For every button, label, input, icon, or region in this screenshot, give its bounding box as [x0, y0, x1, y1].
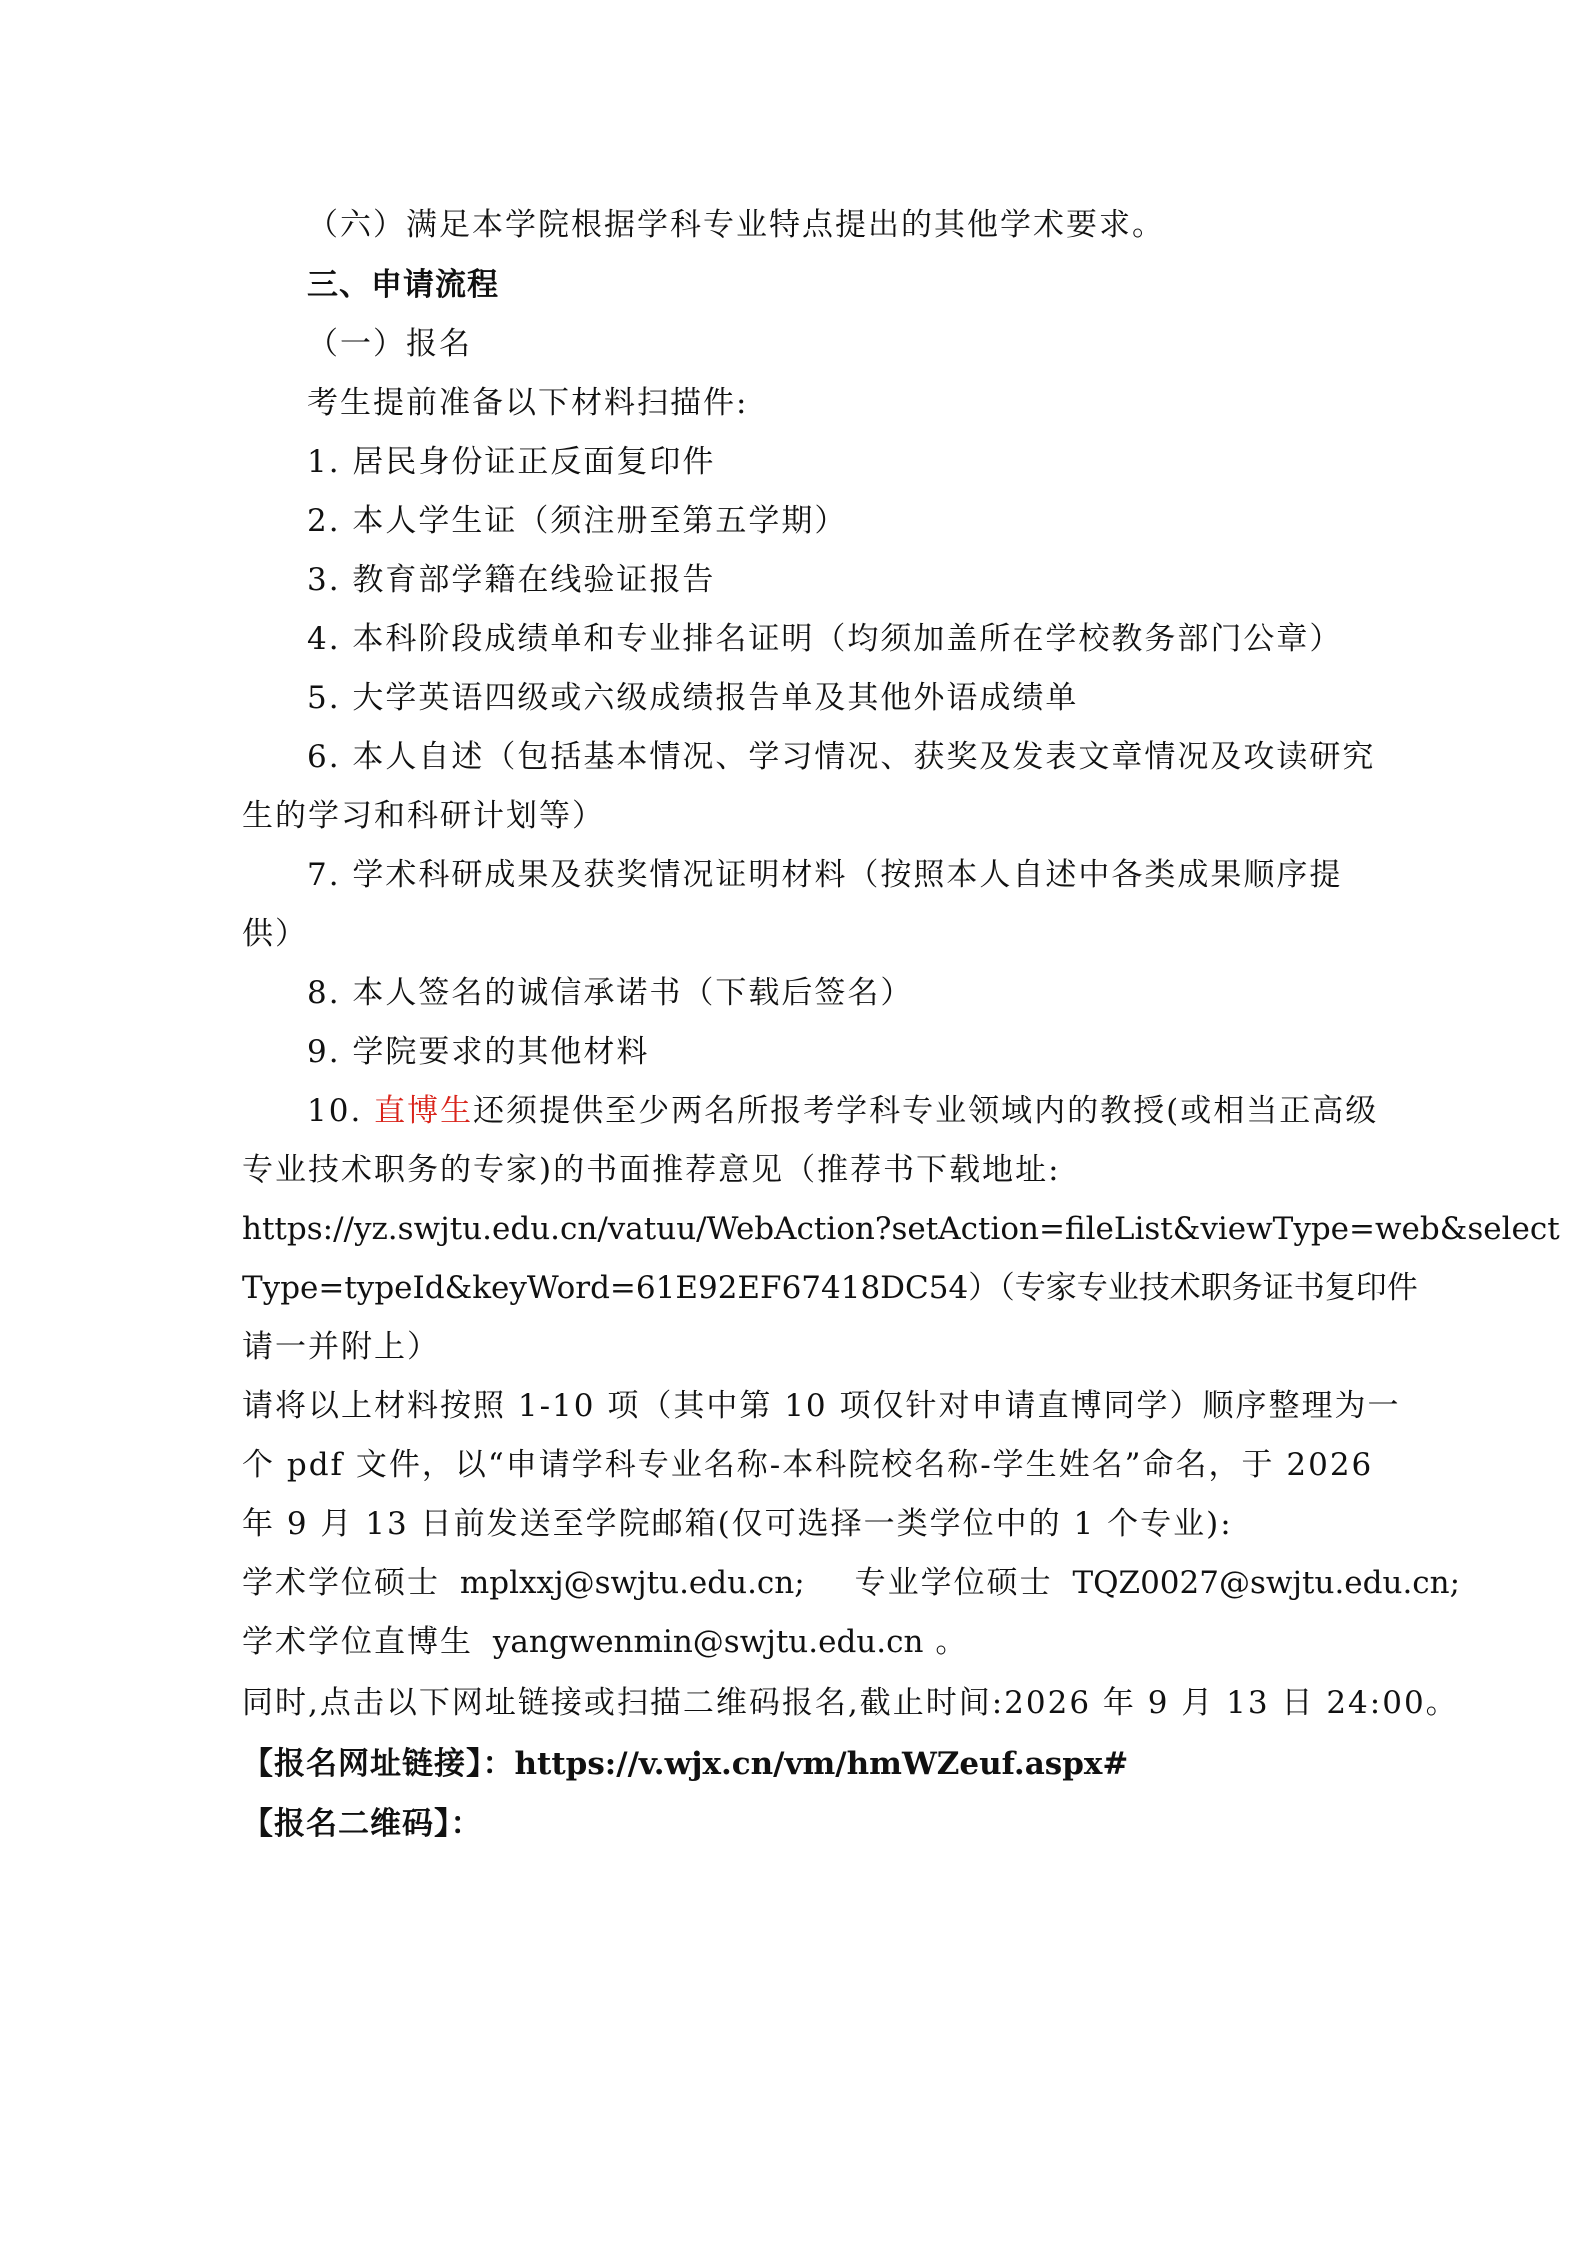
- material-item-5: 5. 大学英语四级或六级成绩报告单及其他外语成绩单: [307, 680, 1079, 716]
- material-item-10: [307, 1091, 1378, 1131]
- material-item-4: 4. 本科阶段成绩单和专业排名证明（均须加盖所在学校教务部门公章）: [307, 621, 1343, 657]
- material-item-7: 7. 学术科研成果及获奖情况证明材料（按照本人自述中各类成果顺序提: [307, 857, 1343, 893]
- item-10-number: 10.: [307, 1093, 375, 1129]
- submission-instructions-1: 请将以上材料按照 1-10 项（其中第 10 项仅针对申请直博同学）顺序整理为一: [242, 1388, 1401, 1424]
- material-item-7-cont: 供）: [242, 916, 308, 952]
- material-item-9: 9. 学院要求的其他材料: [307, 1034, 650, 1070]
- requirement-6: （六）满足本学院根据学科专业特点提出的其他学术要求。: [307, 207, 1165, 243]
- registration-link-row: [242, 1744, 1128, 1784]
- material-item-2: 2. 本人学生证（须注册至第五学期）: [307, 503, 848, 539]
- recommendation-download-url[interactable]: https://yz.swjtu.edu.cn/vatuu/WebAction?setAction=fileList&viewType=web&select: [242, 1211, 1560, 1247]
- material-item-6-cont: 生的学习和科研计划等）: [242, 798, 605, 834]
- email-label-direct-phd: 学术学位直博生: [242, 1624, 473, 1660]
- registration-link[interactable]: https://v.wjx.cn/vm/hmWZeuf.aspx#: [514, 1746, 1129, 1782]
- registration-deadline: 同时,点击以下网址链接或扫描二维码报名,截止时间:2026 年 9 月 13 日 24:00。: [242, 1685, 1459, 1721]
- material-item-3: 3. 教育部学籍在线验证报告: [307, 562, 716, 598]
- recommendation-download-url-cont: Type=typeId&keyWord=61E92EF67418DC54）（专家专业技术职务证书复印件: [242, 1270, 1418, 1306]
- materials-intro: 考生提前准备以下材料扫描件:: [307, 385, 749, 421]
- material-item-10-note: 请一并附上）: [242, 1329, 440, 1365]
- email-direct-phd[interactable]: yangwenmin@swjtu.edu.cn: [492, 1624, 924, 1660]
- email-label-professional-master: 专业学位硕士: [854, 1565, 1053, 1601]
- email-label-academic-master: 学术学位硕士: [242, 1565, 440, 1601]
- registration-link-label: 【报名网址链接】：: [242, 1746, 515, 1782]
- section-heading-application-process: 三、申请流程: [307, 267, 499, 303]
- subheading-registration: （一）报名: [307, 326, 472, 362]
- material-item-6: 6. 本人自述（包括基本情况、学习情况、获奖及发表文章情况及攻读研究: [307, 739, 1376, 775]
- submission-instructions-2: 个 pdf 文件，以“申请学科专业名称-本科院校名称-学生姓名”命名，于 2026: [242, 1447, 1374, 1483]
- email-academic-master[interactable]: mplxxj@swjtu.edu.cn;: [459, 1565, 805, 1601]
- email-professional-master[interactable]: TQZ0027@swjtu.edu.cn;: [1072, 1565, 1461, 1601]
- material-item-10-cont: 专业技术职务的专家)的书面推荐意见（推荐书下载地址:: [242, 1152, 1061, 1188]
- email-row-period: 。: [935, 1624, 969, 1660]
- registration-qr-label: 【报名二维码】：: [242, 1806, 483, 1842]
- email-row-masters: [242, 1563, 1460, 1603]
- material-item-1: 1. 居民身份证正反面复印件: [307, 444, 716, 480]
- submission-instructions-3: 年 9 月 13 日前发送至学院邮箱(仅可选择一类学位中的 1 个专业):: [242, 1506, 1233, 1542]
- direct-phd-highlight: 直博生: [374, 1093, 474, 1129]
- email-row-direct-phd: [242, 1622, 968, 1662]
- item-10-text: 还须提供至少两名所报考学科专业领域内的教授(或相当正高级: [473, 1093, 1379, 1129]
- material-item-8: 8. 本人签名的诚信承诺书（下载后签名）: [307, 975, 914, 1011]
